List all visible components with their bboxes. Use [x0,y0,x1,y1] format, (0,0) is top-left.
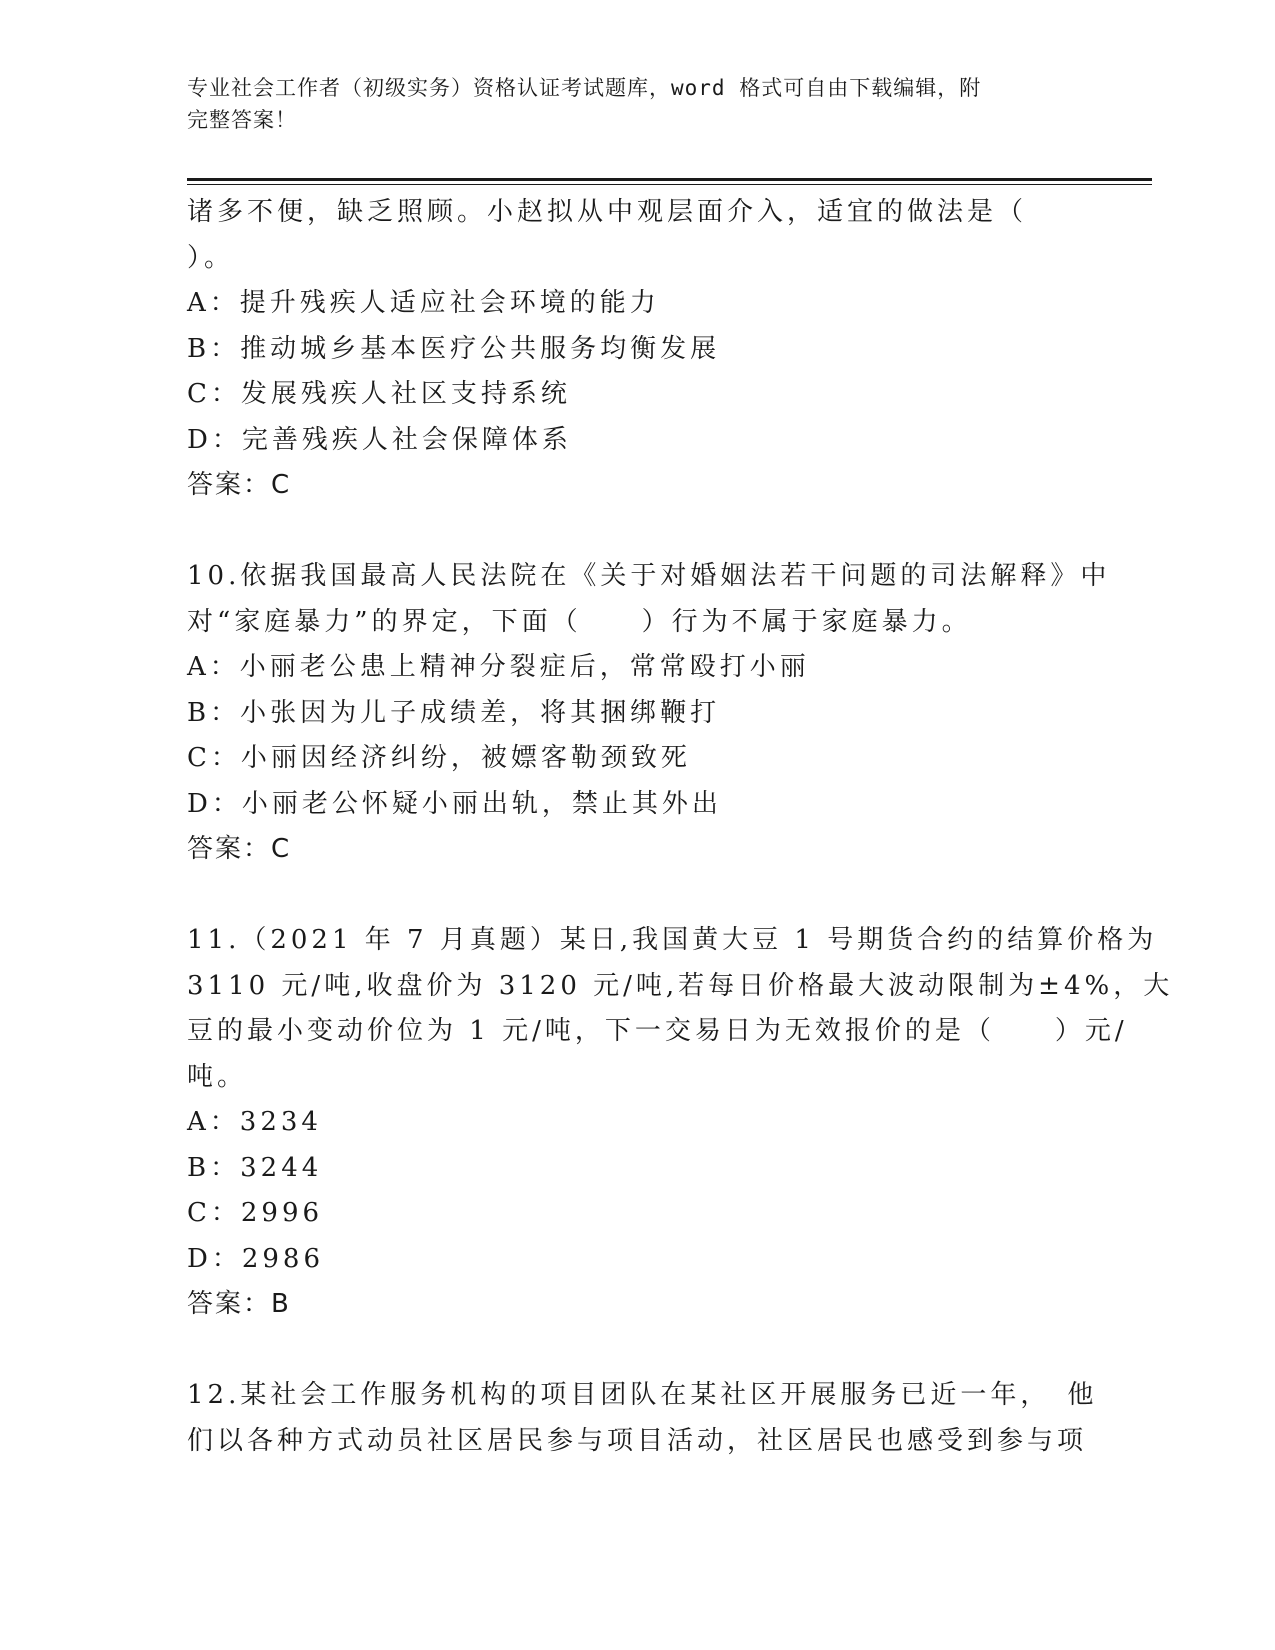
question-stem: 诸多不便，缺乏照顾。小赵拟从中观层面介入，适宜的做法是（ [187,197,1028,227]
option-c: C：小丽因经济纠纷，被嫖客勒颈致死 [187,743,691,773]
option-a: A：提升残疾人适应社会环境的能力 [187,288,660,318]
answer: 答案：C [187,470,292,500]
question-stem: 10.依据我国最高人民法院在《关于对婚姻法若干问题的司法解释》中 [187,561,1111,591]
option-a: A：小丽老公患上精神分裂症后，常常殴打小丽 [187,652,810,682]
header-rule-thick [187,178,1152,181]
option-d: D：2986 [187,1243,325,1274]
document-header [187,72,1077,136]
option-d: D：小丽老公怀疑小丽出轨，禁止其外出 [187,788,722,819]
header-line-1: 专业社会工作者（初级实务）资格认证考试题库，word 格式可自由下载编辑，附 [187,76,982,100]
option-b: B：小张因为儿子成绩差，将其捆绑鞭打 [187,697,721,728]
question-stem: 吨。 [187,1061,248,1092]
option-c: C：发展残疾人社区支持系统 [187,379,571,409]
question-stem: 们以各种方式动员社区居民参与项目活动，社区居民也感受到参与项 [187,1425,1088,1456]
question-stem: ）。 [187,242,235,273]
option-a: A：3234 [187,1107,322,1137]
question-10 [187,554,1111,873]
question-stem: 12.某社会工作服务机构的项目团队在某社区开展服务已近一年， 他 [187,1380,1098,1410]
question-stem: 11.（2021 年 7 月真题）某日,我国黄大豆 1 号期货合约的结算价格为 [187,925,1158,955]
answer: 答案：B [187,1289,291,1319]
header-line-2: 完整答案！ [187,108,297,132]
option-c: C：2996 [187,1198,324,1228]
spacer [187,873,1087,919]
question-stem: 豆的最小变动价位为 1 元/吨，下一交易日为无效报价的是（ ）元/ [187,1016,1128,1046]
option-b: B：3244 [187,1152,323,1183]
answer: 答案：C [187,834,292,864]
document-body [187,190,1174,1464]
question-stem: 对“家庭暴力”的界定，下面（ ）行为不属于家庭暴力。 [187,606,972,637]
question-11 [187,918,1174,1328]
spacer [187,1328,1087,1374]
spacer [187,509,1087,555]
option-b: B：推动城乡基本医疗公共服务均衡发展 [187,333,721,364]
question-9 [187,190,1087,509]
question-12 [187,1373,1098,1464]
question-stem: 3110 元/吨,收盘价为 3120 元/吨,若每日价格最大波动限制为±4%，大 [187,970,1174,1001]
header-rule-thin [187,184,1152,185]
option-d: D：完善残疾人社会保障体系 [187,424,572,455]
